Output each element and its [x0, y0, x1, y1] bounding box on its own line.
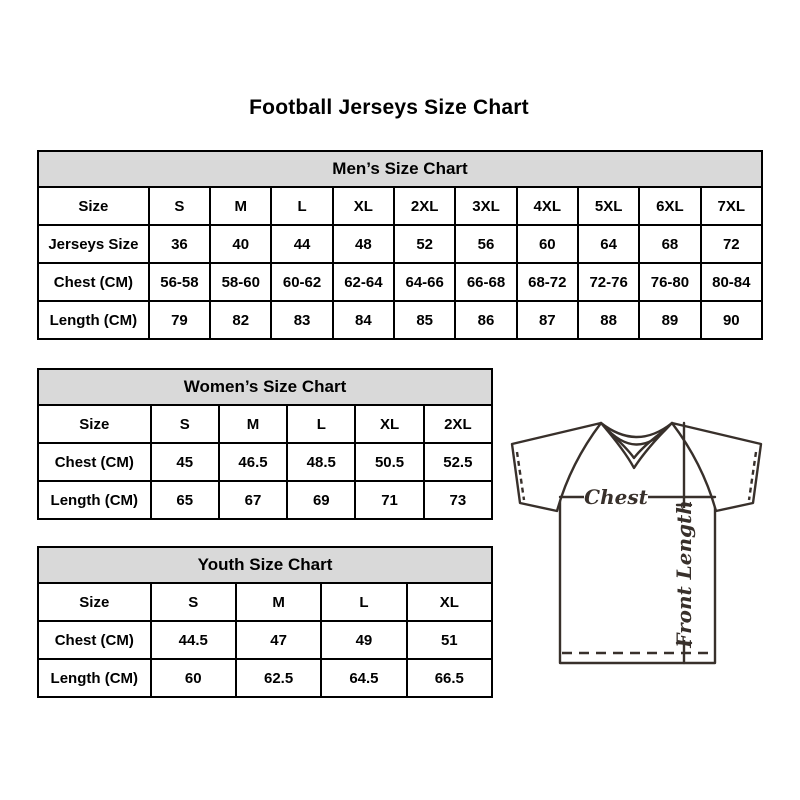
table-cell: 67	[219, 481, 287, 519]
table-cell: 83	[271, 301, 332, 339]
table-cell: 64-66	[394, 263, 455, 301]
table-cell: 80-84	[701, 263, 762, 301]
row-header-cell: Size	[38, 187, 149, 225]
table-cell: 60	[517, 225, 578, 263]
front-length-label: Front Length	[672, 500, 696, 648]
table-cell: 84	[333, 301, 394, 339]
table-cell: 68-72	[517, 263, 578, 301]
table-cell: 71	[355, 481, 423, 519]
table-cell: 5XL	[578, 187, 639, 225]
table-cell: L	[271, 187, 332, 225]
chest-label: Chest	[584, 485, 648, 509]
row-header-cell: Length (CM)	[38, 301, 149, 339]
row-header-cell: Length (CM)	[38, 481, 151, 519]
table-cell: 36	[149, 225, 210, 263]
table-cell: XL	[407, 583, 492, 621]
table-cell: 56-58	[149, 263, 210, 301]
table-cell: 68	[639, 225, 700, 263]
table-cell: XL	[355, 405, 423, 443]
table-cell: 89	[639, 301, 700, 339]
page-title: Football Jerseys Size Chart	[249, 96, 529, 119]
table-cell: L	[321, 583, 406, 621]
table-cell: 60-62	[271, 263, 332, 301]
row-header-cell: Chest (CM)	[38, 621, 151, 659]
table-cell: 72-76	[578, 263, 639, 301]
youth-table-title: Youth Size Chart	[38, 547, 492, 583]
table-cell: 64.5	[321, 659, 406, 697]
row-header-cell: Chest (CM)	[38, 263, 149, 301]
table-cell: 40	[210, 225, 271, 263]
table-cell: 45	[151, 443, 219, 481]
table-cell: 85	[394, 301, 455, 339]
table-cell: 66.5	[407, 659, 492, 697]
table-cell: 62-64	[333, 263, 394, 301]
row-header-cell: Length (CM)	[38, 659, 151, 697]
table-cell: S	[151, 405, 219, 443]
table-cell: 46.5	[219, 443, 287, 481]
table-cell: 2XL	[394, 187, 455, 225]
table-cell: 49	[321, 621, 406, 659]
row-header-cell: Jerseys Size	[38, 225, 149, 263]
table-cell: 72	[701, 225, 762, 263]
table-cell: 86	[455, 301, 516, 339]
table-cell: L	[287, 405, 355, 443]
table-cell: 48	[333, 225, 394, 263]
table-cell: 58-60	[210, 263, 271, 301]
mens-size-table	[37, 150, 763, 340]
table-cell: 3XL	[455, 187, 516, 225]
table-cell: 62.5	[236, 659, 321, 697]
table-cell: 90	[701, 301, 762, 339]
table-cell: XL	[333, 187, 394, 225]
table-cell: M	[236, 583, 321, 621]
table-cell: 50.5	[355, 443, 423, 481]
table-cell: 73	[424, 481, 492, 519]
table-cell: 88	[578, 301, 639, 339]
row-header-cell: Chest (CM)	[38, 443, 151, 481]
table-cell: M	[219, 405, 287, 443]
table-cell: 47	[236, 621, 321, 659]
table-cell: S	[149, 187, 210, 225]
table-cell: 69	[287, 481, 355, 519]
womens-size-table	[37, 368, 493, 520]
table-cell: 60	[151, 659, 236, 697]
table-cell: 76-80	[639, 263, 700, 301]
table-cell: 64	[578, 225, 639, 263]
table-cell: 82	[210, 301, 271, 339]
table-cell: 7XL	[701, 187, 762, 225]
table-cell: 66-68	[455, 263, 516, 301]
row-header-cell: Size	[38, 405, 151, 443]
table-cell: 4XL	[517, 187, 578, 225]
jersey-diagram	[500, 388, 780, 680]
youth-size-table	[37, 546, 493, 698]
table-cell: 6XL	[639, 187, 700, 225]
table-cell: 87	[517, 301, 578, 339]
mens-table-title: Men’s Size Chart	[38, 151, 762, 187]
table-cell: 52.5	[424, 443, 492, 481]
table-cell: M	[210, 187, 271, 225]
table-cell: 79	[149, 301, 210, 339]
table-cell: 52	[394, 225, 455, 263]
table-cell: 48.5	[287, 443, 355, 481]
table-cell: 51	[407, 621, 492, 659]
table-cell: S	[151, 583, 236, 621]
table-cell: 65	[151, 481, 219, 519]
table-cell: 56	[455, 225, 516, 263]
table-cell: 44.5	[151, 621, 236, 659]
womens-table-title: Women’s Size Chart	[38, 369, 492, 405]
table-cell: 2XL	[424, 405, 492, 443]
row-header-cell: Size	[38, 583, 151, 621]
table-cell: 44	[271, 225, 332, 263]
